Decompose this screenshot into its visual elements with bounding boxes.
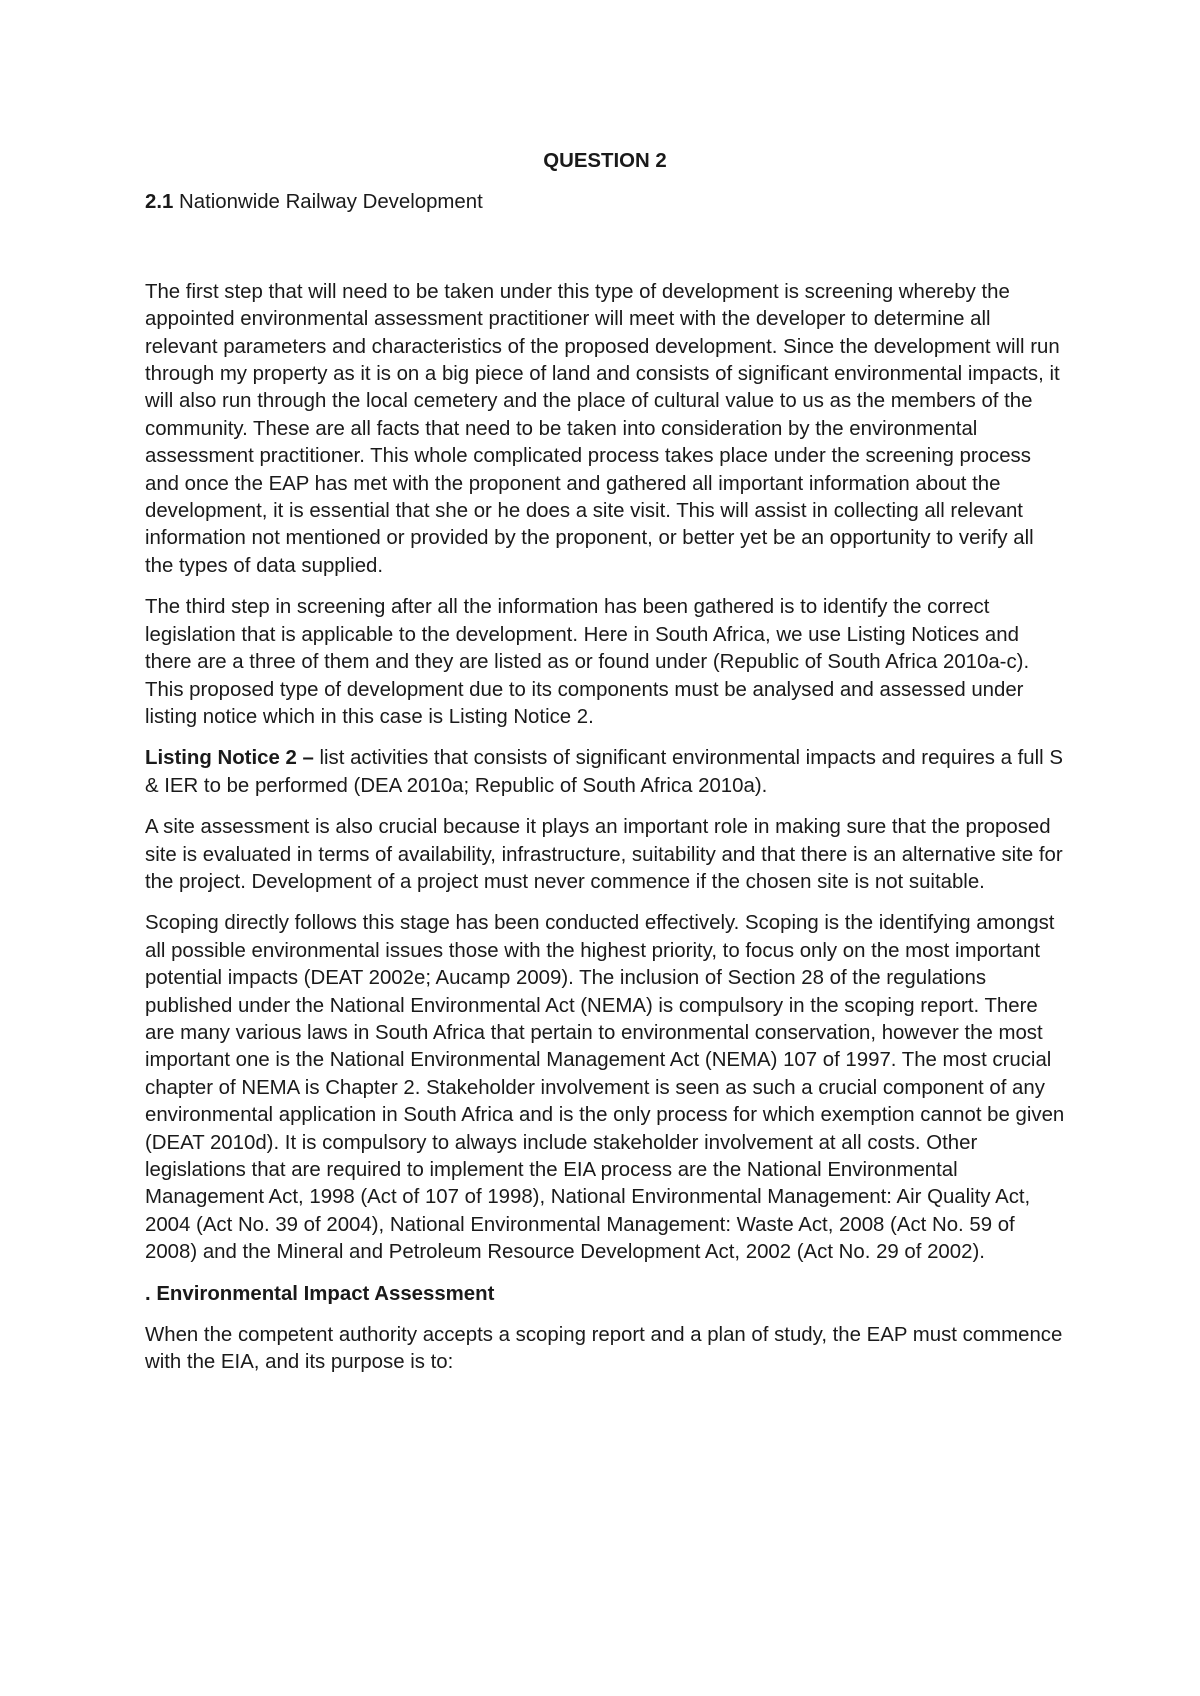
question-title: QUESTION 2 (543, 150, 667, 172)
paragraph-eia: When the competent authority accepts a scoping report and a plan of study, the EAP must commence with the EIA, and its purpose is to: (145, 1324, 1063, 1374)
listing-notice-label: Listing Notice 2 – (145, 747, 314, 770)
eia-heading: . Environmental Impact Assessment (145, 1282, 495, 1305)
listing-notice-text: list activities that consists of significant environmental impacts and requires a full S & IER to be performed (DEA 2010a; Republic of South Africa 2010a). (145, 747, 1063, 797)
paragraph-site-assessment: A site assessment is also crucial because it plays an important role in making sure that the proposed site is evaluated in terms of availability, infrastructure, suitability and that there is an alternative site for the project. Development of a project must never commence if the chosen site is not suitable. (145, 816, 1063, 893)
section-number: 2.1 (145, 191, 174, 214)
paragraph-scoping: Scoping directly follows this stage has been conducted effectively. Scoping is the identifying amongst all possible environmental issues those with the highest priority, to focus only on the most important potential impacts (DEAT 2002e; Aucamp 2009). The inclusion of Section 28 of the regulations published under the National Environmental Act (NEMA) is compulsory in the scoping report. There are many various laws in South Africa that pertain to environmental conservation, however the most important one is the National Environmental Management Act (NEMA) 107 of 1997. The most crucial chapter of NEMA is Chapter 2. Stakeholder involvement is seen as such a crucial component of any environmental application in South Africa and is the only process for which exemption cannot be given (DEAT 2010d). It is compulsory to always include stakeholder involvement at all costs. Other legislations that are required to implement the EIA process are the National Environmental Management Act, 1998 (Act of 107 of 1998), National Environmental Management: Air Quality Act, 2004 (Act No. 39 of 2004), National Environmental Management: Waste Act, 2008 (Act No. 59 of 2008) and the Mineral and Petroleum Resource Development Act, 2002 (Act No. 29 of 2002). (145, 912, 1065, 1264)
section-title: Nationwide Railway Development (173, 191, 483, 214)
section-heading (145, 189, 1065, 216)
paragraph-legislation: The third step in screening after all the information has been gathered is to identify the correct legislation that is applicable to the development. Here in South Africa, we use Listing Notices and there are a three of them and they are listed as or found under (Republic of South Africa 2010a-c). This proposed type of development due to its components must be analysed and assessed under listing notice which in this case is Listing Notice 2. (145, 596, 1030, 728)
document-page (145, 148, 1065, 1391)
paragraph-screening: The first step that will need to be taken under this type of development is screening whereby the appointed environmental assessment practitioner will meet with the developer to determine all relevant parameters and characteristics of the proposed development. Since the development will run through my property as it is on a big piece of land and consists of significant environmental impacts, it will also run through the local cemetery and the place of cultural value to us as the members of the community. These are all facts that need to be taken into consideration by the environmental assessment practitioner. This whole complicated process takes place under the screening process and once the EAP has met with the proponent and gathered all important information about the development, it is essential that she or he does a site visit. This will assist in collecting all relevant information not mentioned or provided by the proponent, or better yet be an opportunity to verify all the types of data supplied. (145, 280, 1060, 577)
paragraph-listing-notice (145, 745, 1065, 800)
